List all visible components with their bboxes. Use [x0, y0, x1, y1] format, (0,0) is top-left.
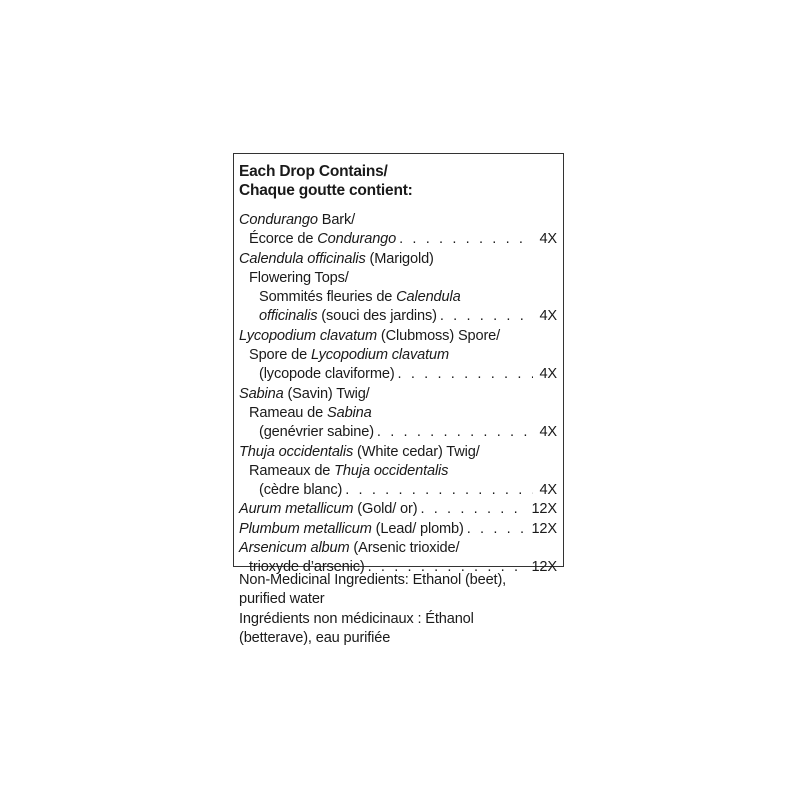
- text-part: (Clubmoss) Spore/: [377, 327, 501, 344]
- text-part: (lycopode claviforme): [259, 366, 395, 383]
- latin-name: Calendula: [396, 289, 461, 306]
- ingredient-line: [239, 423, 557, 442]
- ingredient-line: [239, 385, 557, 404]
- non-medicinal-fr-line-2: (betterave), eau purifiée: [239, 629, 391, 646]
- leader-dots: [395, 365, 534, 384]
- ingredient-line: [239, 346, 557, 365]
- ingredient-line: [239, 250, 557, 269]
- ingredient-line: [239, 500, 557, 519]
- text-part: Spore de: [249, 347, 311, 364]
- potency-amount: 4X: [539, 424, 557, 441]
- leader-dots: [374, 423, 534, 442]
- leader-dots: [464, 520, 526, 539]
- ingredient-line: [239, 443, 557, 462]
- ingredient-text: [239, 212, 355, 228]
- ingredient-line: [239, 481, 557, 500]
- ingredient-text: [249, 230, 396, 249]
- ingredient-text: [259, 423, 374, 442]
- ingredient-text: [239, 251, 434, 267]
- potency-amount: 12X: [531, 520, 557, 537]
- text-part: (White cedar) Twig/: [353, 443, 480, 460]
- leader-dots: [437, 307, 534, 326]
- potency-amount: 4X: [539, 482, 557, 499]
- leader-dots: [342, 481, 533, 500]
- latin-name: Lycopodium clavatum: [239, 327, 378, 344]
- ingredient-text: [259, 365, 395, 384]
- latin-name: officinalis: [259, 308, 318, 325]
- potency-amount: 12X: [531, 559, 557, 576]
- ingredient-entry: [239, 250, 557, 327]
- latin-name: Arsenicum album: [239, 540, 350, 557]
- ingredient-text: [249, 270, 349, 286]
- ingredient-text: [239, 500, 417, 519]
- text-part: (genévrier sabine): [259, 424, 374, 441]
- ingredient-line: [239, 327, 557, 346]
- ingredient-line: [239, 288, 557, 307]
- heading-english: Each Drop Contains/: [239, 163, 388, 180]
- text-part: Flowering Tops/: [249, 269, 349, 286]
- non-medicinal-ingredients: [239, 571, 569, 648]
- latin-name: Sabina: [327, 404, 372, 421]
- ingredient-text: [239, 540, 459, 556]
- leader-dots: [396, 230, 533, 249]
- medicinal-ingredients-list: [239, 211, 557, 578]
- text-part: (Arsenic trioxide/: [349, 540, 460, 557]
- ingredient-entry: [239, 520, 557, 539]
- ingredient-line: [239, 365, 557, 384]
- potency-amount: 4X: [539, 231, 557, 248]
- text-part: Rameaux de: [249, 462, 335, 479]
- latin-name: Plumbum metallicum: [239, 520, 372, 537]
- ingredient-text: [259, 481, 342, 500]
- text-part: (Marigold): [365, 250, 434, 267]
- latin-name: Sabina: [239, 385, 284, 402]
- ingredient-line: [239, 520, 557, 539]
- ingredient-text: [259, 289, 461, 305]
- text-part: (Lead/ plomb): [371, 520, 464, 537]
- ingredient-text: [239, 444, 480, 460]
- text-part: Écorce de: [249, 231, 318, 248]
- latin-name: Calendula officinalis: [239, 250, 366, 267]
- latin-name: Thuja occidentalis: [239, 443, 354, 460]
- ingredient-text: [239, 328, 500, 344]
- ingredient-entry: [239, 385, 557, 443]
- non-medicinal-en-line-1: Non-Medicinal Ingredients: Ethanol (beet),: [239, 572, 507, 588]
- non-medicinal-en-line-2: purified water: [239, 591, 325, 608]
- latin-name: Aurum metallicum: [239, 501, 354, 518]
- ingredient-line: [239, 269, 557, 288]
- text-part: Rameau de: [249, 404, 328, 421]
- potency-amount: 4X: [539, 308, 557, 325]
- ingredient-entry: [239, 500, 557, 519]
- ingredient-text: [239, 386, 370, 402]
- ingredient-line: [239, 211, 557, 230]
- text-part: (cèdre blanc): [259, 482, 343, 499]
- ingredient-text: [239, 520, 464, 539]
- potency-amount: 12X: [531, 501, 557, 518]
- ingredient-entry: [239, 327, 557, 385]
- non-medicinal-fr-line-1: Ingrédients non médicinaux : Éthanol: [239, 610, 474, 627]
- panel-heading: [239, 162, 413, 200]
- latin-name: Condurango: [317, 231, 397, 248]
- ingredient-text: [249, 405, 372, 421]
- ingredient-line: [239, 307, 557, 326]
- ingredient-line: [239, 462, 557, 481]
- heading-french: Chaque goutte contient:: [239, 182, 413, 199]
- leader-dots: [417, 500, 525, 519]
- latin-name: Condurango: [239, 212, 318, 228]
- text-part: Sommités fleuries de: [259, 289, 397, 306]
- latin-name: Thuja occidentalis: [334, 462, 449, 479]
- ingredient-text: [249, 347, 449, 363]
- text-part: (Savin) Twig/: [283, 385, 370, 402]
- ingredient-entry: [239, 211, 557, 250]
- ingredient-text: [249, 463, 448, 479]
- potency-amount: 4X: [539, 366, 557, 383]
- ingredient-line: [239, 404, 557, 423]
- latin-name: Lycopodium clavatum: [310, 347, 449, 364]
- ingredient-line: [239, 539, 557, 558]
- text-part: (souci des jardins): [317, 308, 437, 325]
- text-part: Bark/: [317, 212, 356, 228]
- ingredient-text: [259, 307, 437, 326]
- ingredient-line: [239, 230, 557, 249]
- ingredient-entry: [239, 443, 557, 501]
- text-part: (Gold/ or): [353, 501, 418, 518]
- text-part: trioxyde d’arsenic): [249, 559, 365, 576]
